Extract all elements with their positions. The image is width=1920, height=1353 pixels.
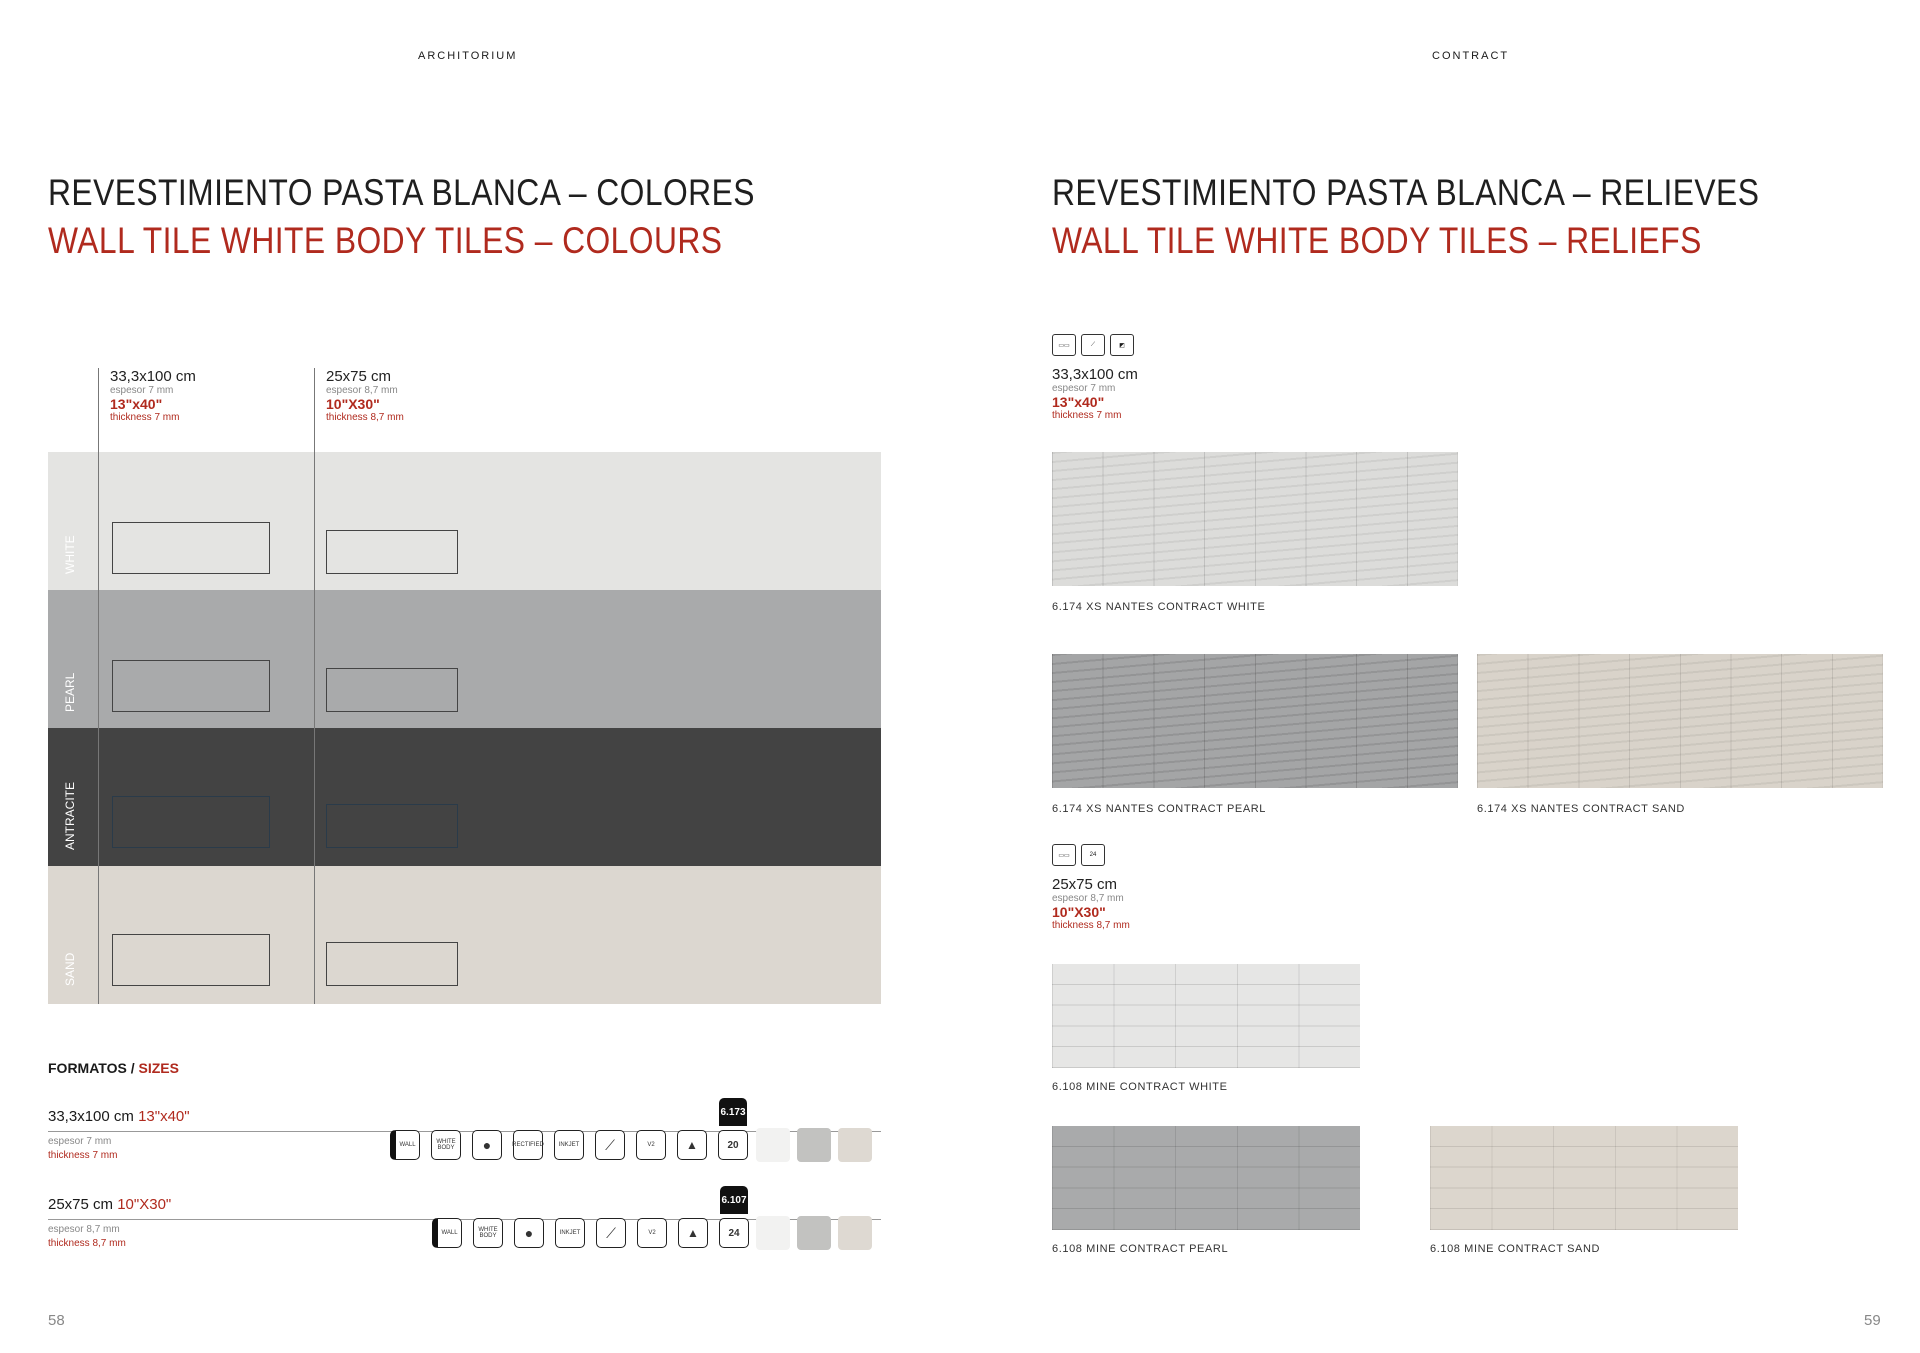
right-page-number: 59 xyxy=(1864,1312,1881,1329)
right-title-es: REVESTIMIENTO PASTA BLANCA – RELIEVES xyxy=(1052,172,1760,213)
tile-outline xyxy=(112,522,270,574)
size-row-2 xyxy=(48,1196,171,1213)
format-espesor: espesor 8,7 mm xyxy=(1052,893,1124,904)
code-block-1 xyxy=(718,1106,748,1160)
pieces-icon: 24 xyxy=(1081,844,1105,866)
guide-line xyxy=(98,368,99,1004)
format-size-in: 13"x40" xyxy=(110,396,163,412)
right-page-header: CONTRACT xyxy=(1432,50,1510,62)
caption-mine-sand: 6.108 MINE CONTRACT SAND xyxy=(1430,1243,1601,1255)
label-antracite: ANTRACITE xyxy=(63,781,77,850)
right-title-en: WALL TILE WHITE BODY TILES – RELIEFS xyxy=(1052,220,1702,261)
caption-nantes-sand: 6.174 XS NANTES CONTRACT SAND xyxy=(1477,803,1685,815)
format-thickness: thickness 7 mm xyxy=(1052,410,1122,421)
dot-icon: ● xyxy=(514,1218,544,1248)
format-a-icons xyxy=(1052,334,1134,356)
v2-icon: V2 xyxy=(636,1130,666,1160)
format-a xyxy=(1052,366,1138,421)
sizes-heading-es: FORMATOS / xyxy=(48,1060,135,1076)
v2-icon: V2 xyxy=(637,1218,667,1248)
row-size: 25x75 cm xyxy=(48,1196,114,1213)
tile-mine-sand xyxy=(1430,1126,1738,1230)
format-size: 25x75 cm xyxy=(1052,876,1118,893)
label-pearl: PEARL xyxy=(63,672,77,712)
row-thickness: thickness 7 mm xyxy=(48,1150,118,1161)
caption-mine-white: 6.108 MINE CONTRACT WHITE xyxy=(1052,1081,1228,1093)
left-page-header: ARCHITORIUM xyxy=(418,50,518,62)
format-size-in: 10"X30" xyxy=(1052,904,1106,920)
swatch-white xyxy=(756,1128,790,1162)
sizes-heading xyxy=(48,1060,179,1076)
row-icons-1 xyxy=(390,1106,748,1160)
cut-icon: ⟋ xyxy=(595,1130,625,1160)
product-code: 6.173 xyxy=(719,1098,747,1126)
row-espesor: espesor 7 mm xyxy=(48,1136,112,1147)
row-size: 33,3x100 cm xyxy=(48,1108,134,1125)
tile-mine-white xyxy=(1052,964,1360,1068)
pieces-icon: 24 xyxy=(719,1218,749,1248)
left-title-en: WALL TILE WHITE BODY TILES – COLOURS xyxy=(48,220,723,261)
white-body-icon: WHITE BODY xyxy=(431,1130,461,1160)
tile-outline xyxy=(112,796,270,848)
caption-mine-pearl: 6.108 MINE CONTRACT PEARL xyxy=(1052,1243,1229,1255)
pieces-icon: 20 xyxy=(718,1130,748,1160)
row-espesor: espesor 8,7 mm xyxy=(48,1224,120,1235)
format-size: 33,3x100 cm xyxy=(110,368,196,385)
cut-icon: ⟋ xyxy=(596,1218,626,1248)
rectified-icon: RECTIFIED xyxy=(513,1130,543,1160)
row-swatches-1 xyxy=(756,1128,872,1162)
tile-outline xyxy=(326,668,458,712)
format-espesor: espesor 7 mm xyxy=(1052,383,1116,394)
tile-outline xyxy=(112,660,270,712)
format-size-in: 10"X30" xyxy=(326,396,380,412)
swatch-white xyxy=(756,1216,790,1250)
rectified-icon: ⟋ xyxy=(1081,334,1105,356)
tile-mine-pearl xyxy=(1052,1126,1360,1230)
row-size-in: 10"X30" xyxy=(117,1196,172,1213)
inkjet-icon: INKJET xyxy=(555,1218,585,1248)
format-thickness: thickness 8,7 mm xyxy=(1052,920,1130,931)
format-b xyxy=(1052,876,1130,931)
row-size-in: 13"x40" xyxy=(138,1108,190,1125)
dot-icon: ● xyxy=(472,1130,502,1160)
format-b-icons xyxy=(1052,844,1105,866)
row-thickness: thickness 8,7 mm xyxy=(48,1238,126,1249)
tile-icon: ▭▭ xyxy=(1052,334,1076,356)
sizes-heading-en: SIZES xyxy=(134,1060,179,1076)
label-sand: SAND xyxy=(63,952,77,986)
product-code: 6.107 xyxy=(720,1186,748,1214)
guide-line xyxy=(314,368,315,1004)
caption-nantes-white: 6.174 XS NANTES CONTRACT WHITE xyxy=(1052,601,1266,613)
tile-outline xyxy=(326,804,458,848)
format-size-in: 13"x40" xyxy=(1052,394,1105,410)
tile-outline xyxy=(326,942,458,986)
drop-icon: ▲ xyxy=(678,1218,708,1248)
row-swatches-2 xyxy=(756,1216,872,1250)
format-espesor: espesor 7 mm xyxy=(110,385,174,396)
caption-nantes-pearl: 6.174 XS NANTES CONTRACT PEARL xyxy=(1052,803,1267,815)
cut-icon: ◩ xyxy=(1110,334,1134,356)
format-thickness: thickness 7 mm xyxy=(110,412,180,423)
tile-outline xyxy=(326,530,458,574)
format-header-1 xyxy=(110,368,196,423)
format-size: 33,3x100 cm xyxy=(1052,366,1138,383)
wall-icon: WALL xyxy=(432,1218,462,1248)
row-icons-2 xyxy=(432,1194,749,1248)
white-body-icon: WHITE BODY xyxy=(473,1218,503,1248)
tile-nantes-pearl xyxy=(1052,654,1458,788)
tile-nantes-sand xyxy=(1477,654,1883,788)
format-thickness: thickness 8,7 mm xyxy=(326,412,404,423)
tile-icon: ▭▭ xyxy=(1052,844,1076,866)
left-page-number: 58 xyxy=(48,1312,65,1329)
format-size: 25x75 cm xyxy=(326,368,392,385)
tile-outline xyxy=(112,934,270,986)
label-white: WHITE xyxy=(63,535,77,574)
swatch-pearl xyxy=(797,1216,831,1250)
swatch-sand xyxy=(838,1128,872,1162)
swatch-sand xyxy=(838,1216,872,1250)
tile-nantes-white xyxy=(1052,452,1458,586)
size-row-1 xyxy=(48,1108,190,1125)
format-header-2 xyxy=(326,368,404,423)
format-espesor: espesor 8,7 mm xyxy=(326,385,398,396)
drop-icon: ▲ xyxy=(677,1130,707,1160)
wall-icon: WALL xyxy=(390,1130,420,1160)
inkjet-icon: INKJET xyxy=(554,1130,584,1160)
code-block-2 xyxy=(719,1194,749,1248)
left-title-es: REVESTIMIENTO PASTA BLANCA – COLORES xyxy=(48,172,755,213)
swatch-pearl xyxy=(797,1128,831,1162)
